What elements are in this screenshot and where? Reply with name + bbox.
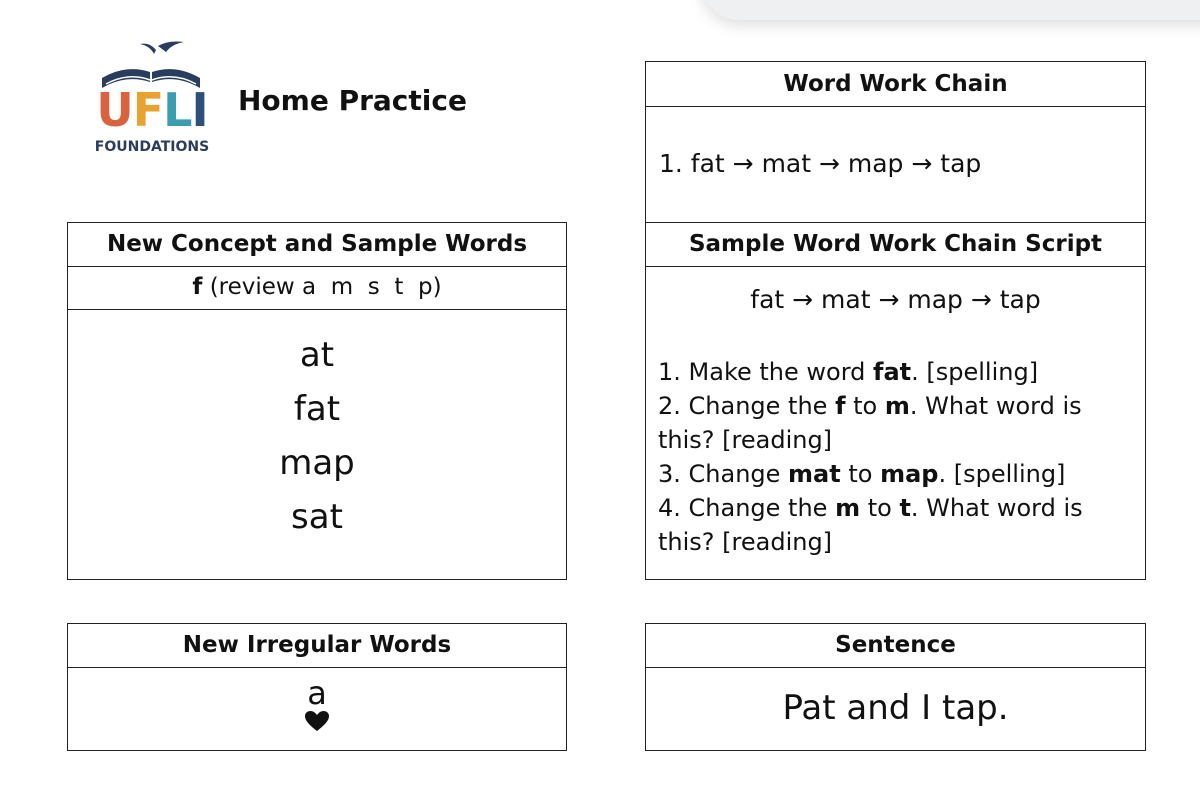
sentence-text: Pat and I tap. — [782, 688, 1009, 728]
irregular-panel — [67, 623, 567, 751]
step-text: to — [860, 494, 900, 522]
sample-word-list — [68, 310, 566, 544]
sample-word: fat — [293, 389, 341, 429]
step-text: to — [840, 460, 881, 488]
script-step-4 — [658, 491, 1133, 559]
logo-letter-f: F — [132, 83, 164, 137]
chain-script-chain: fat → mat → map → tap — [750, 285, 1041, 314]
word-chain-panel — [645, 61, 1146, 224]
step-bold: t — [899, 494, 911, 522]
heart-icon — [304, 710, 330, 732]
step-text: 3. Change — [658, 460, 789, 488]
concept-focus-row — [68, 267, 566, 310]
logo-letter-i: I — [191, 83, 208, 137]
irregular-title: New Irregular Words — [68, 624, 566, 668]
step-bold: f — [835, 392, 846, 420]
step-text: 1. Make the word — [658, 358, 874, 386]
step-bold: m — [835, 494, 861, 522]
concept-panel — [67, 222, 567, 580]
review-text: (review a m s t p) — [202, 274, 442, 300]
ufli-logo — [90, 38, 220, 163]
step-bold: m — [884, 392, 910, 420]
step-bold: map — [880, 460, 939, 488]
irregular-word: a — [307, 674, 327, 712]
step-text: 4. Change the — [658, 494, 836, 522]
sample-word: at — [299, 335, 335, 375]
script-step-1 — [658, 355, 1133, 389]
sample-word: sat — [291, 497, 343, 537]
step-bold: mat — [788, 460, 841, 488]
script-step-3 — [658, 457, 1133, 491]
step-text: . What word is this? [reading] — [658, 494, 1083, 556]
step-text: . [spelling] — [938, 460, 1066, 488]
logo-letter-u: U — [96, 83, 133, 137]
logo-letter-l: L — [163, 83, 192, 137]
concept-title: New Concept and Sample Words — [68, 223, 566, 267]
script-step-2 — [658, 389, 1133, 457]
chain-script-title: Sample Word Work Chain Script — [646, 223, 1145, 267]
step-text: to — [845, 392, 885, 420]
irregular-word-cell — [68, 668, 566, 732]
logo-subtitle: FOUNDATIONS — [94, 139, 210, 155]
sample-word: map — [279, 443, 355, 483]
step-bold: fat — [873, 358, 912, 386]
step-text: 2. Change the — [658, 392, 836, 420]
word-chain-line: 1. fat → mat → map → tap — [659, 149, 982, 178]
sentence-panel — [645, 623, 1146, 751]
focus-letter: f — [192, 274, 203, 300]
logo-wordmark — [92, 85, 212, 135]
step-text: . What word is this? [reading] — [658, 392, 1082, 454]
chain-script-steps — [646, 355, 1145, 559]
page-title: Home Practice — [238, 84, 467, 117]
page-shadow — [700, 0, 1200, 20]
word-chain-title: Word Work Chain — [646, 62, 1145, 107]
chain-script-panel — [645, 222, 1146, 580]
step-text: . [spelling] — [911, 358, 1039, 386]
sentence-title: Sentence — [646, 624, 1145, 668]
